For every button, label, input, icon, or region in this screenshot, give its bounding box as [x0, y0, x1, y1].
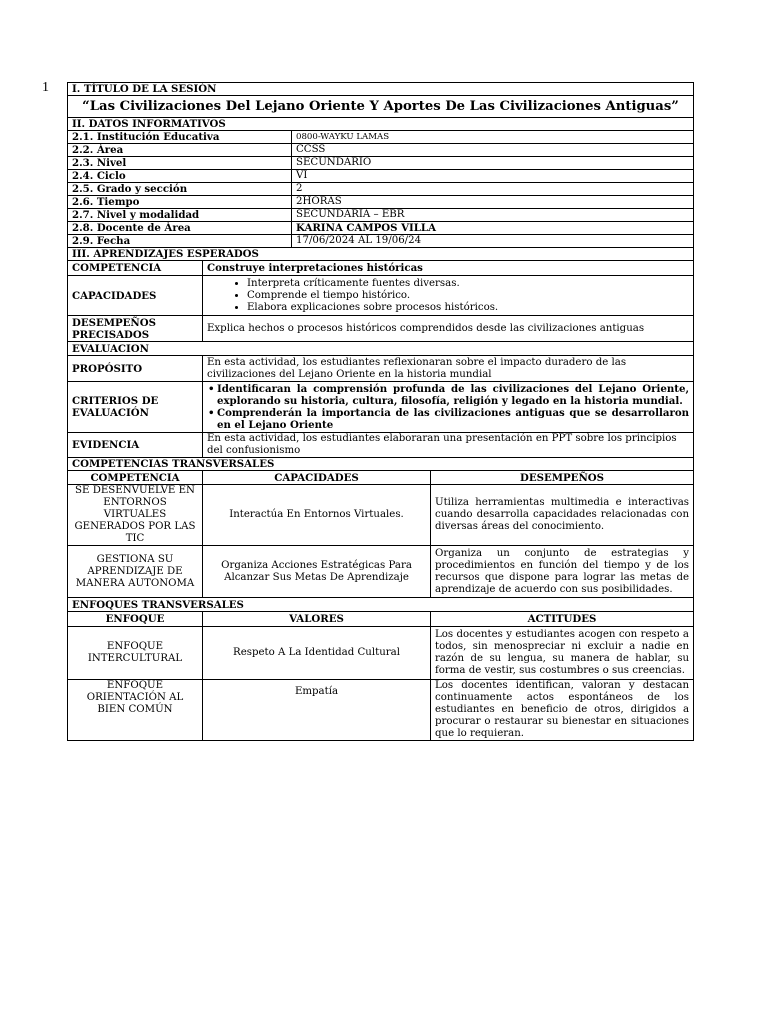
column-header: VALORES — [203, 612, 431, 627]
list-item: • Identificaran la comprensión profunda de las civilizaciones del Lejano Oriente, explorando su historia, cultura, filosofía, religión y legado en la historia mundial. — [217, 383, 689, 407]
evidencia-label: EVIDENCIA — [68, 433, 203, 458]
valor-cell: Respeto A La Identidad Cultural — [203, 627, 431, 680]
evaluacion-heading: EVALUACION — [68, 342, 694, 356]
info-value: SECUNDARIA – EBR — [292, 209, 694, 222]
competencia-cell: SE DESENVUELVE EN ENTORNOS VIRTUALES GENERADOS POR LAS TIC — [68, 485, 203, 546]
competencia-value: Construye interpretaciones históricas — [203, 261, 694, 276]
column-header: ACTITUDES — [431, 612, 694, 627]
info-label: 2.9. Fecha — [68, 235, 292, 248]
criterios-list — [207, 383, 689, 431]
capacidad-cell: Interactúa En Entornos Virtuales. — [203, 485, 431, 546]
column-header: ENFOQUE — [68, 612, 203, 627]
competencia-cell: GESTIONA SU APRENDIZAJE DE MANERA AUTONOMA — [68, 546, 203, 598]
info-label: 2.1. Institución Educativa — [68, 131, 292, 144]
actitud-cell: Los docentes identifican, valoran y destacan continuamente actos espontáneos de los estudiantes en beneficio de otros, dirigidos a procurar o restaurar su bienestar en situaciones que lo requieran. — [431, 680, 694, 741]
desempenos-value: Explica hechos o procesos históricos comprendidos desde las civilizaciones antiguas — [203, 316, 694, 342]
proposito-label: PROPÓSITO — [68, 356, 203, 382]
info-label: 2.5. Grado y sección — [68, 183, 292, 196]
proposito-value: En esta actividad, los estudiantes reflexionaran sobre el impacto duradero de las civilizaciones del Lejano Oriente en la historia mundial — [203, 356, 694, 382]
list-item: • Comprende el tiempo histórico. — [247, 290, 689, 302]
enfoque-cell: ENFOQUE INTERCULTURAL — [68, 627, 203, 680]
competencia-label: COMPETENCIA — [68, 261, 203, 276]
enfoques-transversales-heading: ENFOQUES TRANSVERSALES — [68, 598, 694, 612]
info-value: VI — [292, 170, 694, 183]
desempenos-label: DESEMPEÑOS PRECISADOS — [68, 316, 203, 342]
list-item: • Elabora explicaciones sobre procesos históricos. — [247, 302, 689, 314]
competencias-transversales-heading: COMPETENCIAS TRANSVERSALES — [68, 458, 694, 471]
info-value: 0800-WAYKU LAMAS — [292, 131, 694, 144]
capacidades-cell — [203, 276, 694, 316]
section-3-heading: III. APRENDIZAJES ESPERADOS — [68, 248, 694, 261]
info-value: 2HORAS — [292, 196, 694, 209]
info-label: 2.3. Nivel — [68, 157, 292, 170]
info-label: 2.7. Nivel y modalidad — [68, 209, 292, 222]
list-item: • Interpreta críticamente fuentes diversas. — [247, 278, 689, 290]
session-table — [67, 82, 694, 741]
desempeno-cell: Utiliza herramientas multimedia e interactivas cuando desarrolla capacidades relacionadas con diversas áreas del conocimiento. — [431, 485, 694, 546]
info-value: SECUNDARIO — [292, 157, 694, 170]
capacidades-list — [207, 278, 689, 314]
info-label: 2.4. Ciclo — [68, 170, 292, 183]
session-title: “Las Civilizaciones Del Lejano Oriente Y Aportes De Las Civilizaciones Antiguas” — [68, 96, 694, 118]
capacidades-label: CAPACIDADES — [68, 276, 203, 316]
criterios-cell — [203, 382, 694, 433]
list-item: • Comprenderán la importancia de las civilizaciones antiguas que se desarrollaron en el Lejano Oriente — [217, 407, 689, 431]
info-value: 2 — [292, 183, 694, 196]
criterios-label: CRITERIOS DE EVALUACIÓN — [68, 382, 203, 433]
desempeno-cell: Organiza un conjunto de estrategias y procedimientos en función del tiempo y de los recursos que dispone para lograr las metas de aprendizaje de acuerdo con sus posibilidades. — [431, 546, 694, 598]
actitud-cell: Los docentes y estudiantes acogen con respeto a todos, sin menospreciar ni excluir a nadie en razón de su lengua, su manera de hablar, su forma de vestir, sus costumbres o sus creencias. — [431, 627, 694, 680]
enfoque-cell: ENFOQUE ORIENTACIÓN AL BIEN COMÚN — [68, 680, 203, 741]
capacidad-cell: Organiza Acciones Estratégicas Para Alcanzar Sus Metas De Aprendizaje — [203, 546, 431, 598]
section-2-heading: II. DATOS INFORMATIVOS — [68, 118, 694, 131]
info-value: 17/06/2024 AL 19/06/24 — [292, 235, 694, 248]
valor-cell: Empatía — [203, 680, 431, 741]
column-header: COMPETENCIA — [68, 471, 203, 485]
info-value: CCSS — [292, 144, 694, 157]
info-label: 2.2. Área — [68, 144, 292, 157]
page-number: 1 — [42, 80, 49, 95]
info-label: 2.8. Docente de Área — [68, 222, 292, 235]
info-value: KARINA CAMPOS VILLA — [292, 222, 694, 235]
info-label: 2.6. Tiempo — [68, 196, 292, 209]
evidencia-value: En esta actividad, los estudiantes elaboraran una presentación en PPT sobre los principios del confusionismo — [203, 433, 694, 458]
column-header: CAPACIDADES — [203, 471, 431, 485]
section-1-heading: I. TÍTULO DE LA SESIÓN — [68, 83, 694, 96]
column-header: DESEMPEÑOS — [431, 471, 694, 485]
